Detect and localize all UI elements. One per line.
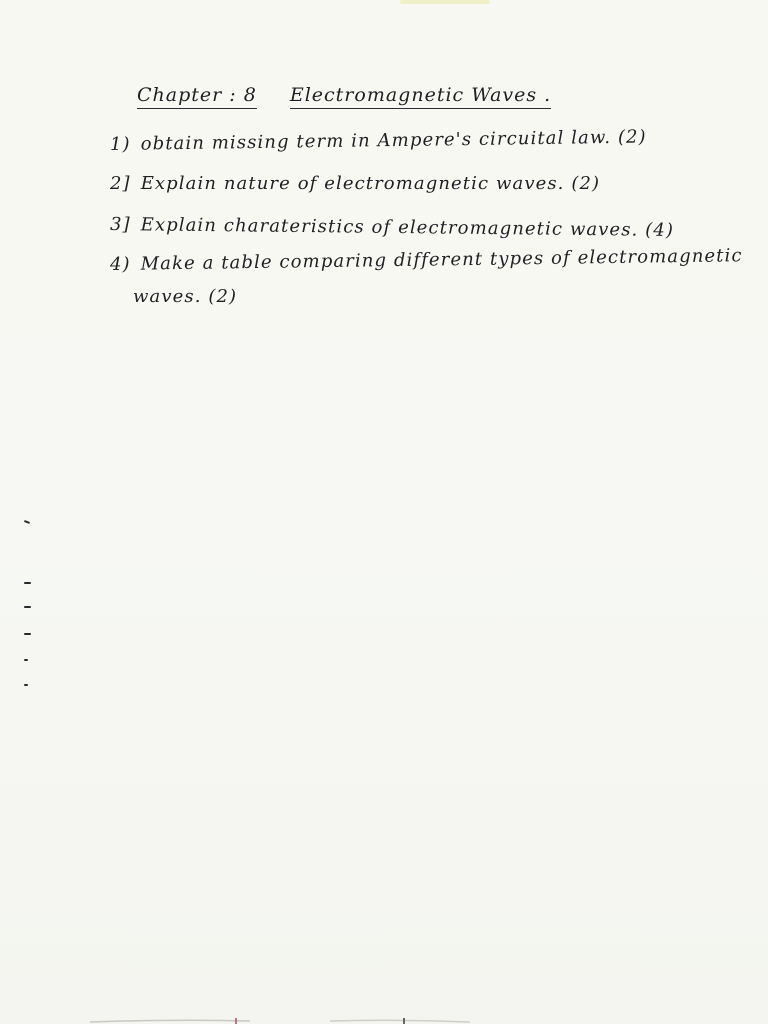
margin-tick (24, 520, 30, 524)
margin-tick (24, 582, 31, 584)
question-text: Explain nature of electromagnetic waves. (2) (140, 173, 601, 194)
chapter-title (290, 84, 551, 106)
margin-tick (24, 684, 28, 686)
margin-marks (0, 0, 60, 1024)
question-number: 2] (110, 173, 131, 194)
question-number: 3] (109, 214, 131, 236)
question-3 (110, 214, 674, 241)
margin-tick (24, 633, 31, 635)
margin-tick (24, 606, 31, 608)
page-smudge (400, 0, 490, 4)
question-4-continuation (133, 286, 237, 307)
question-number: 4) (109, 253, 131, 275)
question-2 (110, 173, 600, 194)
margin-tick (24, 659, 28, 661)
question-text: obtain missing term in Ampere's circuital law. (2) (140, 126, 647, 155)
question-1 (110, 127, 647, 155)
chapter-heading (137, 84, 551, 109)
question-text: Explain charateristics of electromagnetic waves. (4) (140, 214, 675, 241)
question-text-continuation: waves. (2) (133, 286, 238, 307)
chapter-label: Chapter : 8 (137, 84, 257, 109)
question-number: 1) (109, 133, 131, 155)
question-text: Make a table comparing different types of electromagnetic (140, 245, 743, 275)
question-4 (110, 245, 743, 275)
chapter-title-text: Electromagnetic Waves . (290, 84, 551, 109)
bottom-edge-marks (0, 1016, 768, 1024)
